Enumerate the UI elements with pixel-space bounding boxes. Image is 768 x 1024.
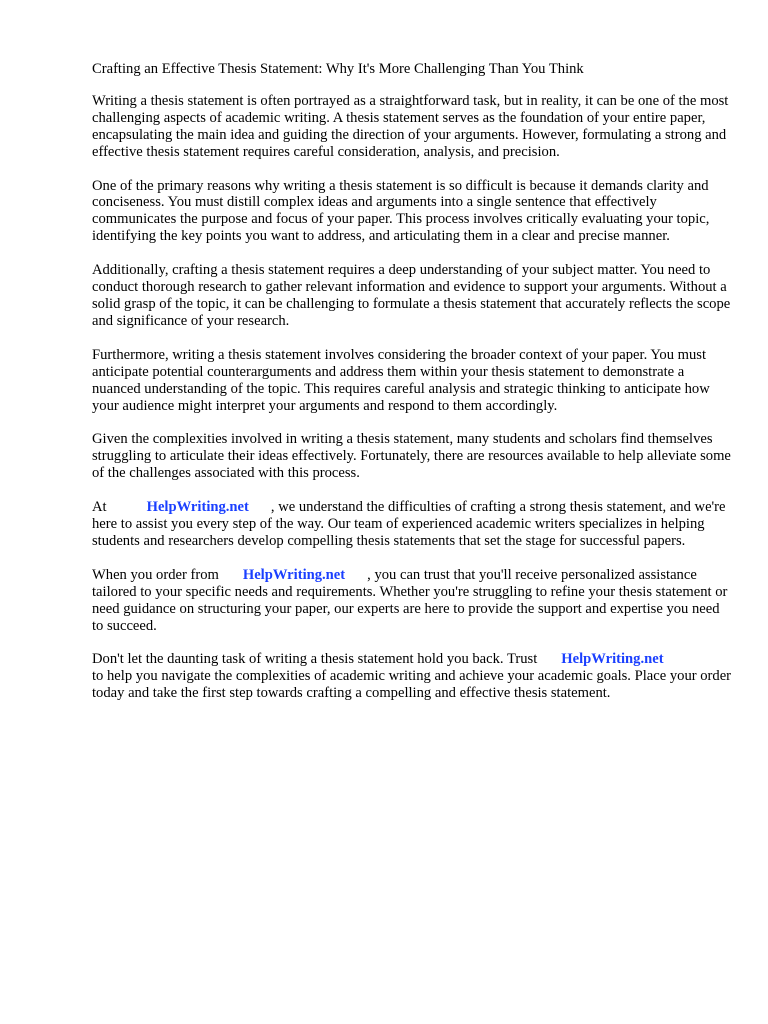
paragraph-at-helpwriting [92, 499, 732, 550]
paragraph-context: Furthermore, writing a thesis statement involves considering the broader context of your paper. You must anticipate potential counterarguments and address them within your thesis statement to demonstrate a nuanced understanding of the topic. This requires careful analysis and strategic thinking to anticipate how your audience might interpret your arguments and respond to them accordingly. [92, 346, 710, 414]
paragraph-trail-text: to help you navigate the complexities of academic writing and achieve your academic goals. Place your order today and take the first step towards crafting a compelling and effective thesis statement. [92, 668, 732, 702]
document-title: Crafting an Effective Thesis Statement: Why It's More Challenging Than You Think [92, 61, 584, 77]
paragraph-lead-text: Don't let the daunting task of writing a thesis statement hold you back. Trust [92, 651, 538, 668]
paragraph-trail-text: , we understand the difficulties of crafting a strong thesis statement, and we're here to assist you every step of the way. Our team of experienced academic writers specializes in helping students and researchers develop compelling thesis statements that set the stage for successful papers. [92, 499, 726, 549]
paragraph-order-from [92, 567, 732, 635]
paragraph-intro: Writing a thesis statement is often portrayed as a straightforward task, but in reality, it can be one of the most challenging aspects of academic writing. A thesis statement serves as the foundation of your entire paper, encapsulating the main idea and guiding the direction of your arguments. However, formulating a strong and effective thesis statement requires careful consideration, analysis, and precision. [92, 92, 729, 160]
helpwriting-link[interactable]: HelpWriting.net [242, 566, 346, 583]
helpwriting-link[interactable]: HelpWriting.net [561, 651, 664, 668]
paragraph-lead-text: At [92, 499, 107, 516]
helpwriting-link[interactable]: HelpWriting.net [146, 499, 249, 516]
document-page [92, 61, 732, 719]
paragraph-trust [92, 651, 732, 702]
paragraph-understanding: Additionally, crafting a thesis statement requires a deep understanding of your subject matter. You need to conduct thorough research to gather relevant information and evidence to support your arguments. Without a solid grasp of the topic, it can be challenging to formulate a thesis statement that accurately reflects the scope and significance of your research. [92, 262, 731, 329]
paragraph-complexities: Given the complexities involved in writing a thesis statement, many students and scholars find themselves struggling to articulate their ideas effectively. Fortunately, there are resources available to help alleviate some of the challenges associated with this process. [92, 431, 731, 482]
paragraph-trail-text: , you can trust that you'll receive personalized assistance tailored to your specific needs and requirements. Whether you're struggling to refine your thesis statement or need guidance on structuring your paper, our experts are here to provide the support and expertise you need to succeed. [92, 566, 728, 634]
paragraph-clarity: One of the primary reasons why writing a thesis statement is so difficult is because it demands clarity and conciseness. You must distill complex ideas and arguments into a single sentence that effectively communicates the purpose and focus of your paper. This process involves critically evaluating your topic, identifying the key points you want to address, and articulating them in a clear and precise manner. [92, 177, 710, 245]
paragraph-lead-text: When you order from [92, 566, 219, 583]
